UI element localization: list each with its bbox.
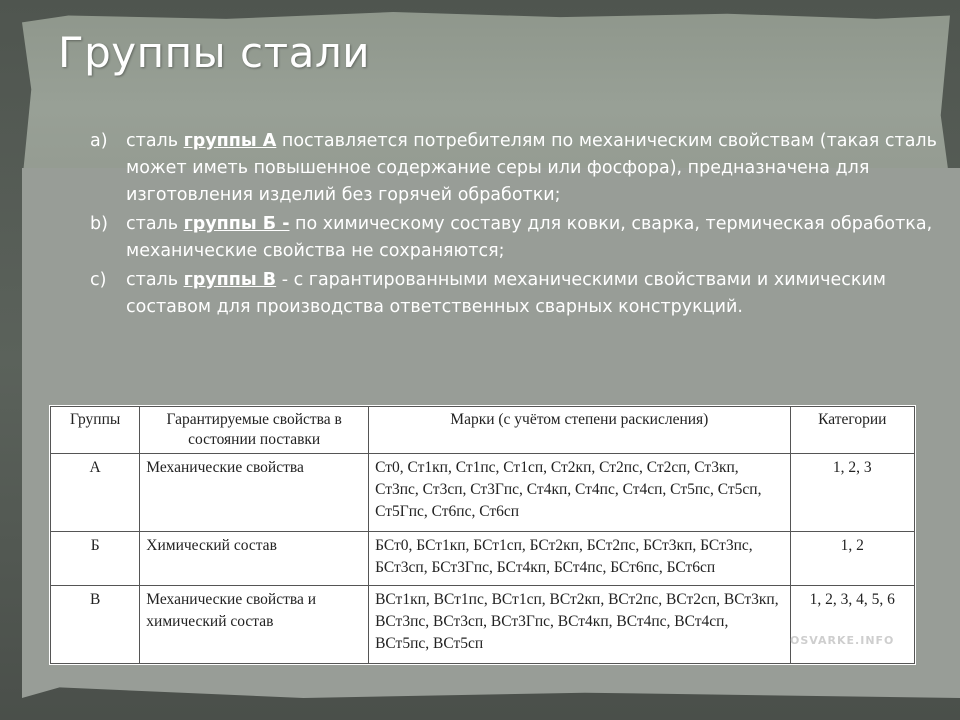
item-term: группы А	[183, 131, 277, 151]
cell-group: Б	[51, 531, 140, 585]
cell-group: В	[51, 586, 140, 664]
cell-grades: Ст0, Ст1кп, Ст1пс, Ст1сп, Ст2кп, Ст2пс, Ст2сп, Ст3кп, Ст3пс, Ст3сп, Ст3Гпс, Ст4кп, Ст4пс, Ст4сп, Ст5пс, Ст5сп, Ст5Гпс, Ст6пс, Ст6сп	[369, 454, 790, 532]
item-text-body: - с гарантированными механическими свойствами и химическим составом для производства ответственных сварных конструкций.	[126, 270, 887, 317]
list-marker: a)	[90, 131, 108, 151]
table-row	[51, 454, 915, 532]
steel-groups-table	[50, 406, 915, 664]
header-groups: Группы	[51, 407, 140, 454]
header-grades: Марки (с учётом степени раскисления)	[369, 407, 790, 454]
item-term: группы Б -	[183, 214, 290, 234]
cell-group: А	[51, 454, 140, 532]
item-text-prefix: сталь	[126, 131, 184, 151]
list-item-group-c	[90, 267, 948, 321]
item-text-prefix: сталь	[126, 270, 184, 290]
list-marker: c)	[90, 270, 107, 290]
cell-grades: БСт0, БСт1кп, БСт1сп, БСт2кп, БСт2пс, БСт3кп, БСт3пс, БСт3сп, БСт3Гпс, БСт4кп, БСт4пс, БСт6пс, БСт6сп	[369, 531, 790, 585]
header-categories: Категории	[790, 407, 914, 454]
steel-groups-table-image	[49, 405, 916, 665]
item-text-body: по химическому составу для ковки, сварка, термическая обработка, механические свойства не сохраняются;	[126, 214, 933, 261]
header-properties: Гарантируемые свойства в состоянии поставки	[140, 407, 369, 454]
item-text-prefix: сталь	[126, 214, 184, 234]
item-text-body: поставляется потребителям по механическим свойствам (такая сталь может иметь повышенное содержание серы или фосфора), предназначена для изготовления изделий без горячей обработки;	[126, 131, 937, 205]
steel-groups-list	[90, 128, 948, 323]
list-item-group-b	[90, 211, 948, 265]
watermark: OSVARKE.INFO	[790, 634, 895, 647]
table-row	[51, 531, 915, 585]
list-marker: b)	[90, 214, 108, 234]
cell-grades: ВСт1кп, ВСт1пс, ВСт1сп, ВСт2кп, ВСт2пс, ВСт2сп, ВСт3кп, ВСт3пс, ВСт3сп, ВСт3Гпс, ВСт4кп, ВСт4пс, ВСт4сп, ВСт5пс, ВСт5сп	[369, 586, 790, 664]
cell-categories: 1, 2, 3, 4, 5, 6	[790, 586, 914, 664]
item-term: группы В	[183, 270, 277, 290]
slide-title: Группы стали	[58, 28, 370, 77]
table-header-row	[51, 407, 915, 454]
cell-categories: 1, 2, 3	[790, 454, 914, 532]
list-item-group-a	[90, 128, 948, 209]
cell-property: Механические свойства	[140, 454, 369, 532]
cell-property: Химический состав	[140, 531, 369, 585]
table-row	[51, 586, 915, 664]
cell-categories: 1, 2	[790, 531, 914, 585]
cell-property: Механические свойства и химический состав	[140, 586, 369, 664]
